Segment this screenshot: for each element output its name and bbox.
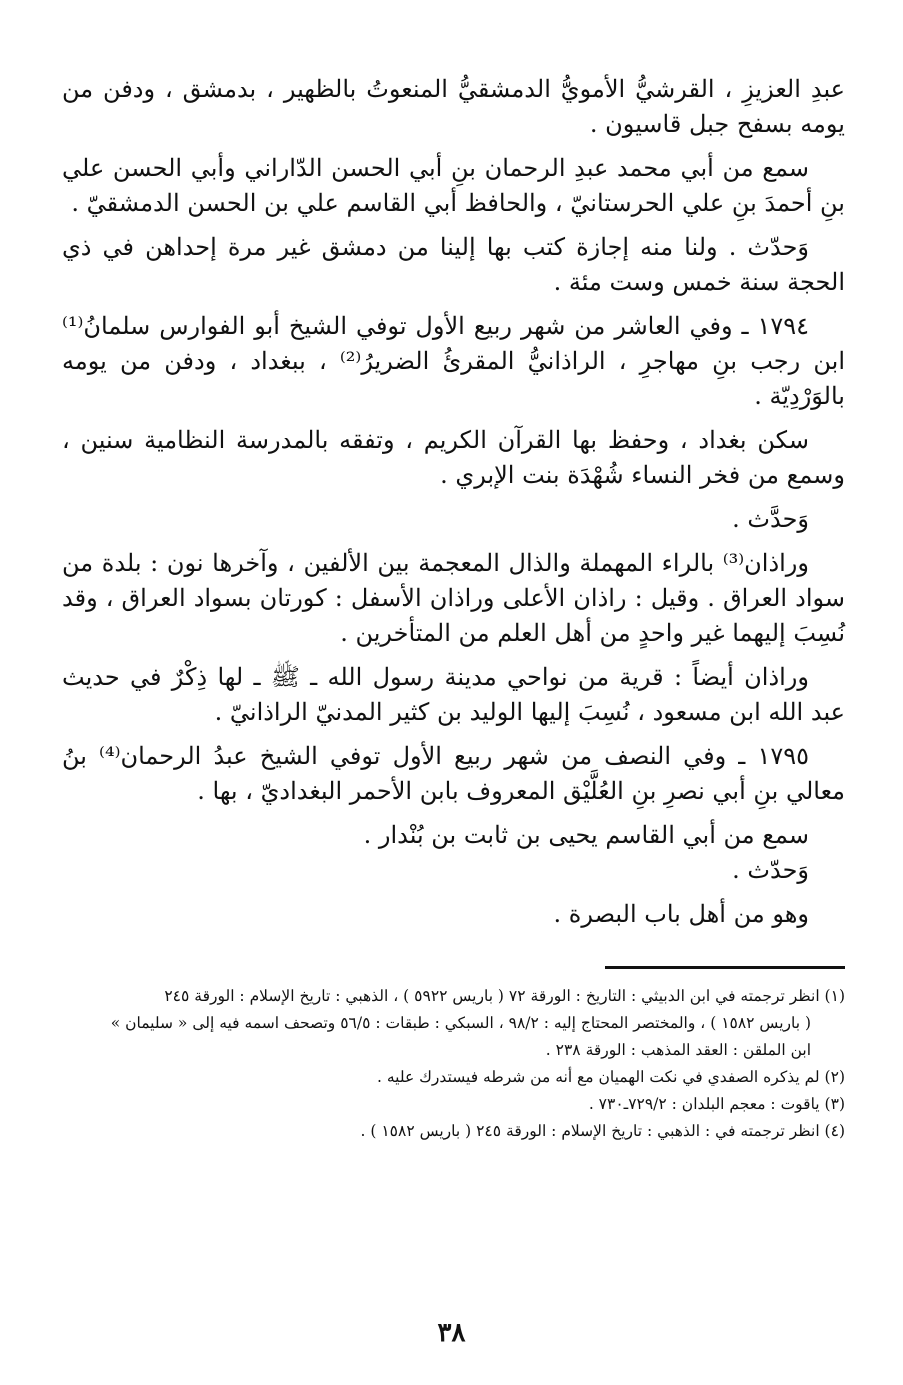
paragraph: سكن بغداد ، وحفظ بها القرآن الكريم ، وتفقه بالمدرسة النظامية سنين ، وسمع من فخر النساء شُهْدَة بنت الإبري . [62,426,845,489]
page-number: ٣٨ [437,1318,466,1348]
paragraph: سمع من أبي محمد عبدِ الرحمان بنِ أبي الحسن الدّاراني وأبي الحسن علي بنِ أحمدَ بنِ علي الحرستانيّ ، والحافظ أبي القاسم علي بن الحسن الدمشقيّ . [62,154,845,217]
paragraph: وراذان⁽³⁾ بالراء المهملة والذال المعجمة بين الألفين ، وآخرها نون : بلدة من سواد العراق . وقيل : راذان الأعلى وراذان الأسفل : كورتان بسواد العراق ، وقد نُسِبَ إليهما غير واحدٍ من أهل العلم من المتأخرين . [62,549,845,647]
paragraph: وَحدّث . ولنا منه إجازة كتب بها إلينا من دمشق غير مرة إحداهن في ذي الحجة سنة خمس وست مئة . [62,233,845,296]
footnote-divider [605,966,845,969]
paragraph: وهو من أهل باب البصرة . [553,900,809,928]
footnote-1: (١) انظر ترجمته في ابن الدبيثي : التاريخ : الورقة ٧٢ ( باريس ٥٩٢٢ ) ، الذهبي : تاريخ الإسلام : الورقة ٢٤٥ [164,987,845,1005]
footnote-1-cont: ( باريس ١٥٨٢ ) ، والمختصر المحتاج إليه : ٩٨/٢ ، السبكي : طبقات : ٥٦/٥ وتصحف اسمه فيه إلى « سليمان » [110,1014,811,1032]
footnotes [62,983,845,1145]
entry-1794: ١٧٩٤ ـ وفي العاشر من شهر ربيع الأول توفي الشيخ أبو الفوارس سلمانُ⁽¹⁾ ابن رجب بنِ مهاجرِ ، الراذانيُّ المقرئُ الضريرُ⁽²⁾ ، ببغداد ، ودفن من يومه بالوَرْدِيّة . [62,312,846,410]
paragraph: وَحدَّث . [732,505,809,533]
paragraph: وَحدّث . [732,856,809,884]
paragraph: سمع من أبي القاسم يحيى بن ثابت بن بُنْدار . [363,821,809,849]
footnote-1-cont: ابن الملقن : العقد المذهب : الورقة ٢٣٨ . [545,1041,811,1059]
paragraph: وراذان أيضاً : قرية من نواحي مدينة رسول الله ـ ﷺ ـ لها ذِكْرٌ في حديث عبد الله ابن مسعود ، نُسِبَ إليها الوليد بن كثير المدنيّ الراذانيّ . [62,663,845,726]
footnote-3: (٣) ياقوت : معجم البلدان : ٧٢٩/٢ـ٧٣٠ . [588,1095,845,1113]
footnote-2: (٢) لم يذكره الصفدي في نكت الهميان مع أنه من شرطه فيستدرك عليه . [376,1068,845,1086]
main-text [62,72,845,932]
footnote-4: (٤) انظر ترجمته في : الذهبي : تاريخ الإسلام : الورقة ٢٤٥ ( باريس ١٥٨٢ ) . [360,1122,845,1140]
paragraph: عبدِ العزيزِ ، القرشيُّ الأمويُّ الدمشقيُّ المنعوتُ بالظهير ، بدمشق ، ودفن من يومه بسفح جبل قاسيون . [62,75,845,138]
entry-1795: ١٧٩٥ ـ وفي النصف من شهر ربيع الأول توفي الشيخ عبدُ الرحمان⁽⁴⁾ بنُ معالي بنِ أبي نصرِ بنِ العُلَّيْق المعروف بابن الأحمر البغداديّ ، بها . [62,742,845,805]
